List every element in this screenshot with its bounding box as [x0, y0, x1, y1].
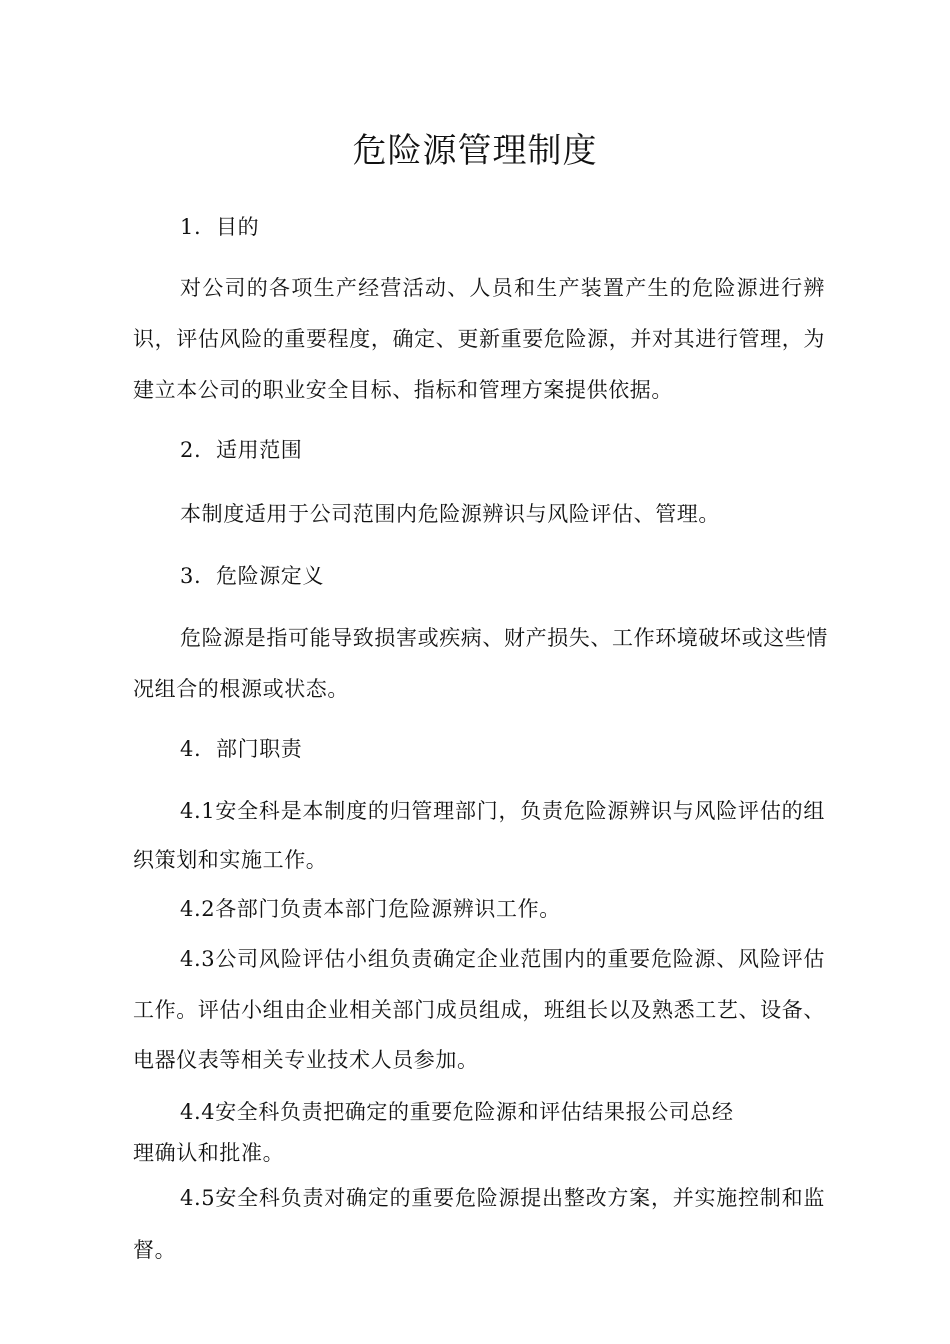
paragraph-line: 对公司的各项生产经营活动、人员和生产装置产生的危险源进行辨	[180, 276, 825, 300]
section-title: 部门职责	[216, 737, 303, 761]
section-2-heading	[180, 435, 302, 465]
page-title: 危险源管理制度	[352, 131, 598, 171]
paragraph-line: 理确认和批准。	[133, 1141, 285, 1165]
paragraph-line: 4.2各部门负责本部门危险源辨识工作。	[180, 897, 561, 921]
paragraph-line: 建立本公司的职业安全目标、指标和管理方案提供依据。	[133, 378, 673, 402]
section-number: 3.	[180, 564, 202, 588]
paragraph-line: 4.3公司风险评估小组负责确定企业范围内的重要危险源、风险评估	[180, 947, 825, 971]
section-number: 2.	[180, 438, 202, 462]
paragraph-line: 识，评估风险的重要程度，确定、更新重要危险源，并对其进行管理，为	[133, 327, 825, 351]
paragraph-line: 电器仪表等相关专业技术人员参加。	[133, 1048, 479, 1072]
paragraph-line: 督。	[133, 1238, 177, 1262]
paragraph-line: 危险源是指可能导致损害或疾病、财产损失、工作环境破坏或这些情	[180, 626, 828, 650]
paragraph-line: 4.1安全科是本制度的归管理部门，负责危险源辨识与风险评估的组	[180, 799, 825, 823]
section-title: 危险源定义	[216, 564, 324, 588]
paragraph-line: 织策划和实施工作。	[133, 848, 328, 872]
section-title: 适用范围	[216, 438, 303, 462]
section-number: 4.	[180, 737, 202, 761]
paragraph-line: 4.4安全科负责把确定的重要危险源和评估结果报公司总经	[180, 1100, 734, 1124]
paragraph-line: 4.5安全科负责对确定的重要危险源提出整改方案，并实施控制和监	[180, 1186, 825, 1210]
paragraph-line: 况组合的根源或状态。	[133, 677, 349, 701]
section-4-heading	[180, 734, 302, 764]
paragraph-line: 工作。评估小组由企业相关部门成员组成，班组长以及熟悉工艺、设备、	[133, 998, 825, 1022]
section-title: 目的	[216, 215, 260, 239]
section-number: 1.	[180, 215, 202, 239]
section-1-heading	[180, 212, 259, 242]
paragraph-line: 本制度适用于公司范围内危险源辨识与风险评估、管理。	[180, 502, 720, 526]
section-3-heading	[180, 561, 324, 591]
